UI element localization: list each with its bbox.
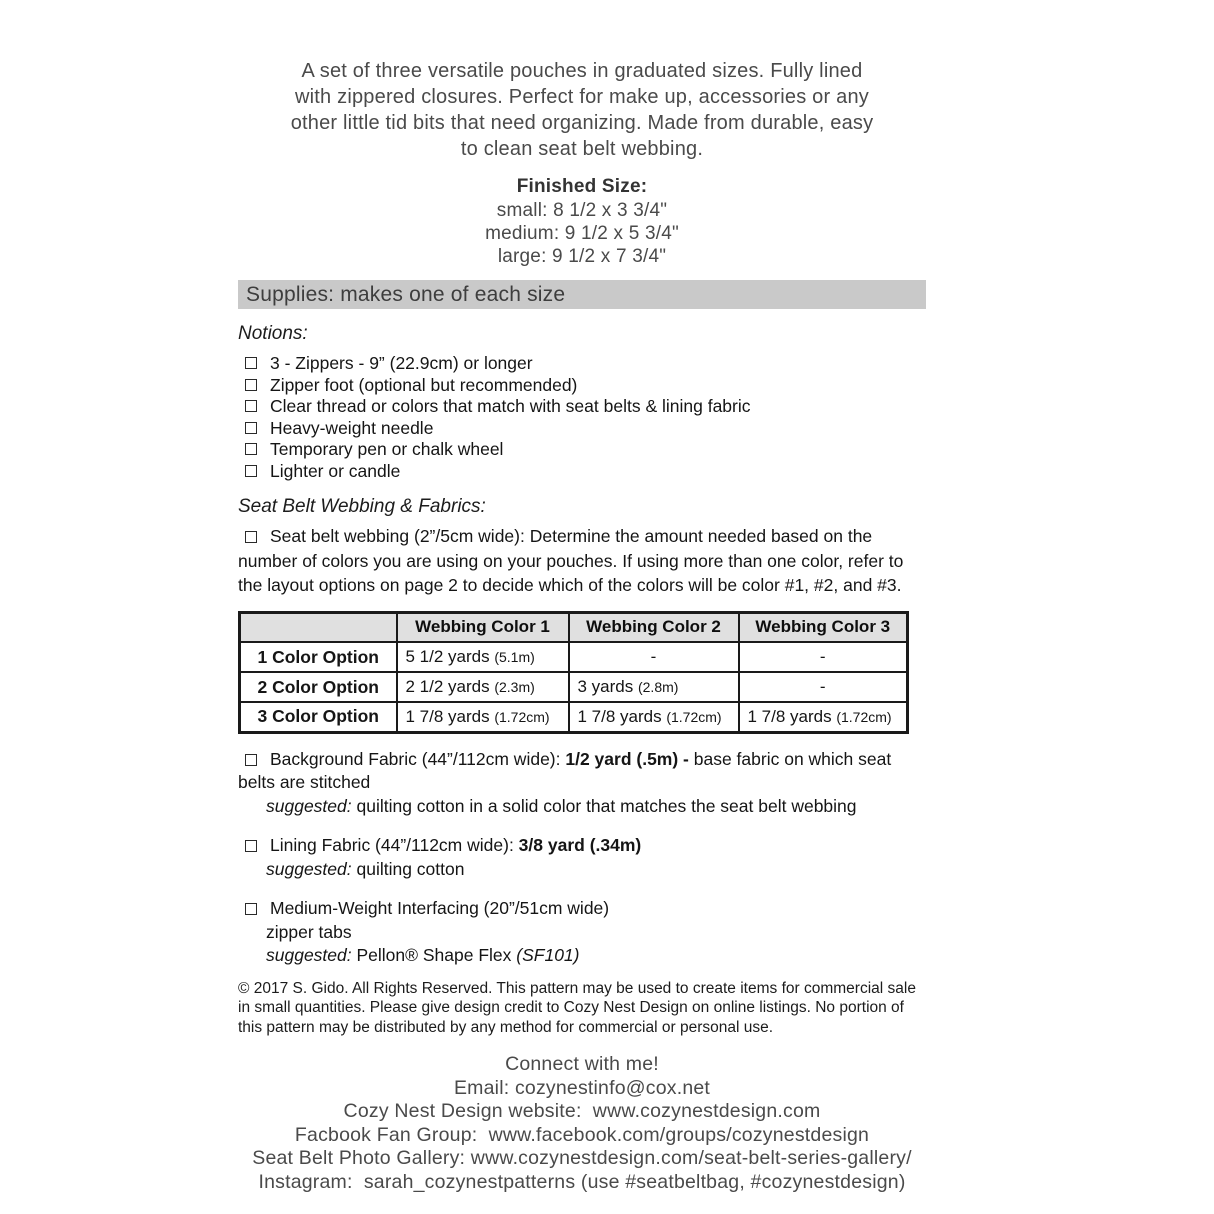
background-fabric-label: Background Fabric (44”/112cm wide): <box>270 748 566 769</box>
yardage-value: 1 7/8 yards <box>577 706 667 726</box>
amount-cell <box>569 672 739 702</box>
intro-line: to clean seat belt webbing. <box>460 138 704 160</box>
table-header-color3: Webbing Color 3 <box>739 612 908 642</box>
contact-footer <box>238 1053 926 1194</box>
checkbox-icon <box>245 379 257 391</box>
notions-heading: Notions: <box>238 323 308 344</box>
row-label-cell: 2 Color Option <box>240 672 397 702</box>
footer-facebook-line: Facbook Fan Group: www.facebook.com/groups/cozynestdesign <box>294 1123 870 1146</box>
size-line-large: large: 9 1/2 x 7 3/4" <box>497 246 667 267</box>
checklist-item-label: Zipper foot (optional but recommended) <box>270 374 578 395</box>
metric-value: (1.72cm) <box>666 708 722 725</box>
suggested-note <box>266 858 926 882</box>
checklist-item <box>238 353 926 375</box>
intro-paragraph <box>238 58 926 162</box>
suggested-label: suggested: <box>266 858 352 879</box>
yardage-value: 1 7/8 yards <box>747 706 837 726</box>
checkbox-icon <box>245 754 257 766</box>
table-header-color1: Webbing Color 1 <box>397 612 569 642</box>
checklist-item <box>238 418 926 440</box>
background-fabric-item <box>238 748 926 819</box>
suggested-note <box>266 795 926 819</box>
amount-cell <box>397 702 569 732</box>
amount-cell <box>397 672 569 702</box>
suggested-text: quilting cotton in a solid color that matches the seat belt webbing <box>351 795 857 816</box>
amount-cell <box>569 702 739 732</box>
size-line-medium: medium: 9 1/2 x 5 3/4" <box>485 223 679 244</box>
yardage-value: 2 1/2 yards <box>405 677 495 696</box>
footer-website-line: Cozy Nest Design website: www.cozynestdesign.com <box>343 1100 821 1122</box>
footer-connect-line: Connect with me! <box>505 1053 659 1075</box>
size-line-small: small: 8 1/2 x 3 3/4" <box>496 200 668 221</box>
checkbox-icon <box>245 357 257 369</box>
suggested-product-code: (SF101) <box>516 945 580 965</box>
footer-email-line: Email: cozynestinfo@cox.net <box>453 1076 711 1099</box>
table-header-color2: Webbing Color 2 <box>569 612 739 642</box>
background-fabric-desc: base fabric on which seat belts are stitched <box>238 748 892 792</box>
footer-instagram-line: Instagram: sarah_cozynestpatterns (use #seatbeltbag, #cozynestdesign) <box>258 1170 906 1193</box>
table-header-empty <box>240 612 397 642</box>
checkbox-icon <box>245 903 257 915</box>
lining-fabric-item <box>238 834 926 881</box>
checklist-item-label: Heavy-weight needle <box>270 417 434 438</box>
webbing-item-text: Seat belt webbing (2”/5cm wide): Determine the amount needed based on the number of colors you are using on your pouches. If using more than one color, refer to the layout options on page 2 to decide which of the colors will be color #1, #2, and #3. <box>238 526 904 595</box>
supplies-section-bar: Supplies: makes one of each size <box>238 280 926 309</box>
table-row <box>240 642 908 672</box>
footer-gallery-line: Seat Belt Photo Gallery: www.cozynestdesign.com/seat-belt-series-gallery/ <box>252 1147 912 1169</box>
interfacing-subline: zipper tabs <box>266 921 352 942</box>
suggested-label: suggested: <box>266 795 352 816</box>
checklist-item-label: Clear thread or colors that match with seat belts & lining fabric <box>270 396 751 416</box>
yardage-value: 5 1/2 yards <box>405 647 495 666</box>
amount-cell: - <box>739 672 908 702</box>
checklist-item-label: Lighter or candle <box>270 460 401 481</box>
suggested-text: Pellon® Shape Flex <box>351 945 517 965</box>
yardage-value: 1 7/8 yards <box>405 706 495 726</box>
table-row <box>240 702 908 732</box>
notions-checklist <box>238 353 926 482</box>
checkbox-icon <box>245 840 257 852</box>
metric-value: (5.1m) <box>494 649 535 665</box>
metric-value: (1.72cm) <box>494 708 550 725</box>
checkbox-icon <box>245 465 257 477</box>
pattern-page <box>238 0 926 1194</box>
webbing-fabrics-heading: Seat Belt Webbing & Fabrics: <box>238 496 486 517</box>
amount-cell: - <box>569 642 739 672</box>
intro-line: A set of three versatile pouches in graduated sizes. Fully lined <box>301 60 863 82</box>
metric-value: (2.3m) <box>494 679 535 695</box>
checklist-item <box>238 375 926 397</box>
background-fabric-amount: 1/2 yard (.5m) - <box>565 748 694 769</box>
row-label-cell: 3 Color Option <box>240 702 397 732</box>
suggested-label: suggested: <box>266 945 352 965</box>
amount-cell: - <box>739 642 908 672</box>
table-row <box>240 672 908 702</box>
metric-value: (1.72cm) <box>836 708 892 725</box>
interfacing-label: Medium-Weight Interfacing (20”/51cm wide) <box>270 898 610 918</box>
yardage-value: 3 yards <box>577 677 638 696</box>
suggested-note <box>266 944 926 968</box>
suggested-text: quilting cotton <box>351 858 465 879</box>
copyright-text: © 2017 S. Gido. All Rights Reserved. This pattern may be used to create items for commercial sale in small quantities. Please give design credit to Cozy Nest Design on online listings. No portion of this pattern may be distributed by any method for commercial or personal use. <box>238 979 916 1036</box>
checkbox-icon <box>245 443 257 455</box>
checkbox-icon <box>245 531 257 543</box>
metric-value: (2.8m) <box>637 679 679 695</box>
intro-line: other little tid bits that need organizing. Made from durable, easy <box>290 112 874 134</box>
checkbox-icon <box>245 422 257 434</box>
webbing-yardage-table <box>238 611 909 734</box>
lining-fabric-label: Lining Fabric (44”/112cm wide): <box>270 835 519 855</box>
amount-cell <box>397 642 569 672</box>
row-label-cell: 1 Color Option <box>240 642 397 672</box>
intro-line: with zippered closures. Perfect for make up, accessories or any <box>295 86 869 108</box>
lining-fabric-amount: 3/8 yard (.34m) <box>518 835 642 855</box>
checklist-item <box>238 461 926 483</box>
checklist-item <box>238 439 926 461</box>
checklist-item-label: 3 - Zippers - 9” (22.9cm) or longer <box>270 353 533 373</box>
checklist-item-label: Temporary pen or chalk wheel <box>270 439 504 459</box>
finished-size-block <box>238 174 926 268</box>
table-header-row <box>240 612 908 642</box>
webbing-item <box>238 524 926 598</box>
checklist-item <box>238 396 926 418</box>
finished-size-heading: Finished Size: <box>516 176 648 197</box>
amount-cell <box>739 702 908 732</box>
interfacing-item <box>238 897 926 968</box>
checkbox-icon <box>245 400 257 412</box>
